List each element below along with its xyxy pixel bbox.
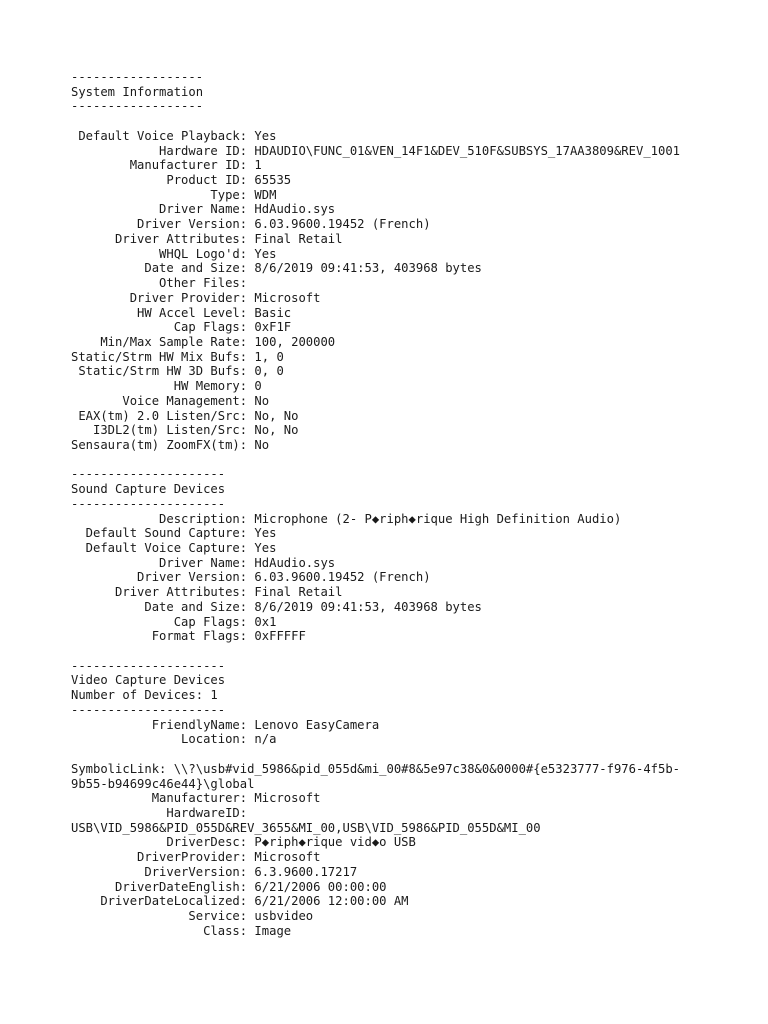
report-line: Class: Image (71, 923, 292, 938)
report-line: Cap Flags: 0xF1F (71, 320, 292, 335)
report-line: EAX(tm) 2.0 Listen/Src: No, No (71, 408, 299, 423)
report-line (71, 644, 761, 659)
report-line: Min/Max Sample Rate: 100, 200000 (71, 334, 336, 349)
report-line: I3DL2(tm) Listen/Src: No, No (71, 423, 299, 438)
dxdiag-text-report (71, 70, 761, 938)
report-line: Driver Version: 6.03.9600.19452 (French) (71, 570, 431, 585)
report-line: --------------------- (71, 702, 226, 717)
report-line: ------------------ (71, 70, 204, 84)
report-line: Driver Attributes: Final Retail (71, 585, 343, 600)
report-line: USB\VID_5986&PID_055D&REV_3655&MI_00,USB\VID_5986&PID_055D&MI_00 (71, 820, 541, 835)
report-line: HW Accel Level: Basic (71, 305, 292, 320)
report-line: Static/Strm HW Mix Bufs: 1, 0 (71, 349, 284, 364)
report-line: HardwareID: (71, 805, 248, 820)
report-line: Static/Strm HW 3D Bufs: 0, 0 (71, 364, 284, 379)
report-line: Default Sound Capture: Yes (71, 526, 277, 541)
report-line: SymbolicLink: \\?\usb#vid_5986&pid_055d&mi_00#8&5e97c38&0&0000#{e5323777-f976-4f5b- (71, 761, 681, 776)
report-line: Voice Management: No (71, 393, 270, 408)
report-line: Cap Flags: 0x1 (71, 614, 277, 629)
report-line: Default Voice Capture: Yes (71, 541, 277, 555)
report-line: Driver Attributes: Final Retail (71, 231, 343, 246)
report-line: Location: n/a (71, 732, 277, 747)
report-line: Sensaura(tm) ZoomFX(tm): No (71, 437, 270, 452)
report-line: Format Flags: 0xFFFFF (71, 629, 306, 644)
report-line: Default Voice Playback: Yes (71, 128, 277, 143)
report-line: ------------------ (71, 99, 204, 114)
report-line (71, 114, 761, 129)
report-line: Type: WDM (71, 187, 277, 202)
report-line: Video Capture Devices (71, 673, 226, 688)
report-line: Other Files: (71, 276, 248, 291)
report-line: Hardware ID: HDAUDIO\FUNC_01&VEN_14F1&DEV_510F&SUBSYS_17AA3809&REV_1001 (71, 143, 681, 158)
report-line: Date and Size: 8/6/2019 09:41:53, 403968 bytes (71, 261, 482, 276)
report-line: Manufacturer: Microsoft (71, 791, 321, 806)
report-line: 9b55-b94699c46e44}\global (71, 776, 255, 791)
report-line: Number of Devices: 1 (71, 688, 218, 703)
report-line (71, 453, 761, 468)
report-line: Service: usbvideo (71, 908, 314, 923)
report-line: Date and Size: 8/6/2019 09:41:53, 403968 bytes (71, 599, 482, 614)
report-line: --------------------- (71, 467, 226, 482)
report-line: Driver Version: 6.03.9600.19452 (French) (71, 217, 431, 232)
report-line: Driver Name: HdAudio.sys (71, 555, 336, 570)
report-line: Driver Provider: Microsoft (71, 290, 321, 305)
report-line: DriverDateEnglish: 6/21/2006 00:00:00 (71, 879, 387, 894)
report-line: DriverVersion: 6.3.9600.17217 (71, 864, 358, 879)
report-line: --------------------- (71, 496, 226, 511)
report-line: Driver Name: HdAudio.sys (71, 202, 336, 217)
report-line: WHQL Logo'd: Yes (71, 246, 277, 261)
report-line: DriverDateLocalized: 6/21/2006 12:00:00 AM (71, 894, 409, 909)
report-line: Manufacturer ID: 1 (71, 158, 262, 173)
report-line: Product ID: 65535 (71, 173, 292, 188)
report-line: HW Memory: 0 (71, 379, 262, 394)
report-line: System Information (71, 84, 204, 99)
report-line: --------------------- (71, 658, 226, 673)
report-line (71, 747, 761, 762)
report-line: FriendlyName: Lenovo EasyCamera (71, 717, 380, 732)
report-line: DriverDesc: P◆riph◆rique vid◆o USB (71, 835, 416, 850)
report-line: Sound Capture Devices (71, 482, 226, 497)
report-line: Description: Microphone (2- P◆riph◆rique High Definition Audio) (71, 511, 622, 526)
report-line: DriverProvider: Microsoft (71, 850, 321, 865)
